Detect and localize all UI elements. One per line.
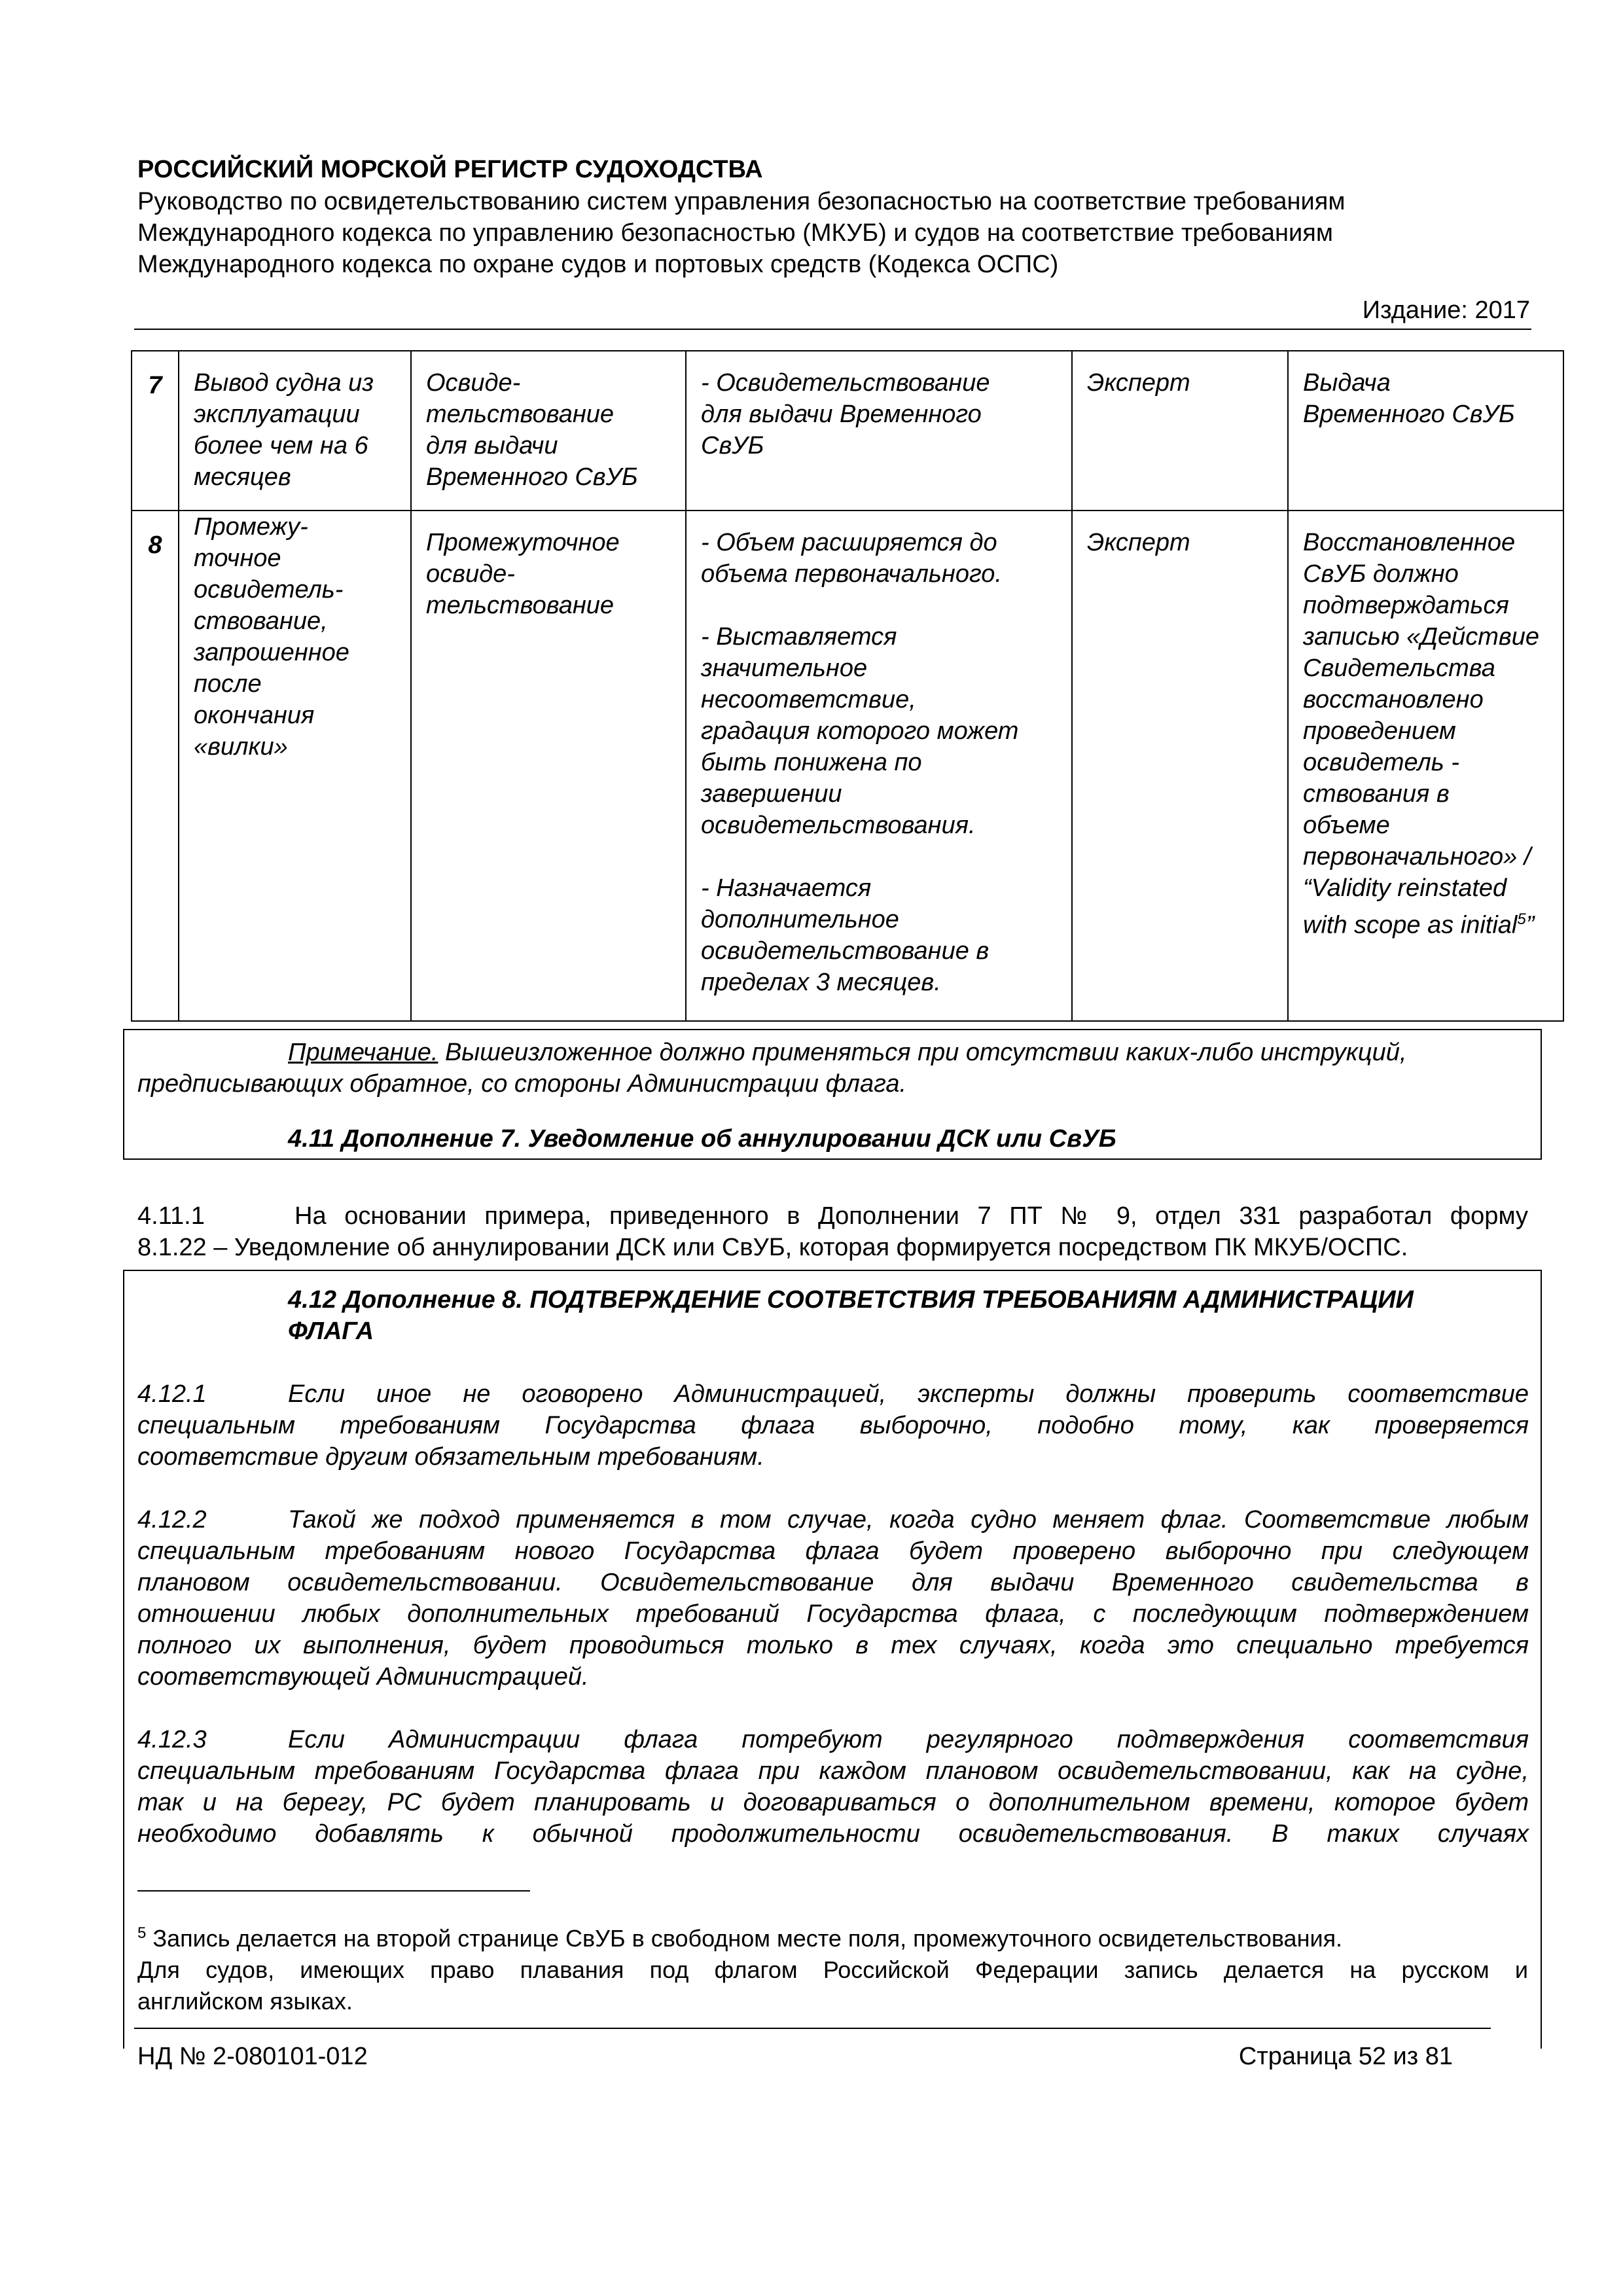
- reason-cell: [179, 351, 411, 511]
- text-line: для выдачи: [426, 432, 558, 459]
- text-line: Эксперт: [1087, 529, 1190, 556]
- guide-title-line-3: Международного кодекса по охране судов и портовых средств (Кодекса ОСПС): [137, 251, 1059, 278]
- action-nonconformity-raised: [701, 621, 1060, 841]
- text-line: Освиде-: [426, 369, 521, 397]
- text-line: - Выставляется: [701, 623, 897, 651]
- survey-type-cell: [411, 511, 686, 1021]
- action-additional-survey: [701, 872, 1060, 998]
- text-line: пределах 3 месяцев.: [701, 969, 941, 996]
- survey-type-cell: [411, 351, 686, 511]
- text-line: ствования в: [1303, 780, 1450, 808]
- text-line: запрошенное: [194, 639, 349, 666]
- text-line: быть понижена по: [701, 749, 922, 776]
- section-4-11-heading: 4.11 Дополнение 7. Уведомление об аннулировании ДСК или СвУБ: [288, 1125, 1116, 1153]
- footnote-mark: 5: [137, 1924, 147, 1942]
- text-line: проведением: [1303, 717, 1456, 745]
- note-line-2: предписывающих обратное, со стороны Администрации флага.: [137, 1070, 907, 1098]
- actions-cell: [686, 511, 1072, 1021]
- text-line: Промежу-: [194, 513, 308, 541]
- text-line: восстановлено: [1303, 686, 1484, 713]
- text-line: объеме: [1303, 812, 1390, 839]
- text-line: Временного СвУБ: [426, 463, 638, 491]
- section-4-12-heading-line-1: 4.12 Дополнение 8. ПОДТВЕРЖДЕНИЕ СООТВЕТСТВИЯ ТРЕБОВАНИЯМ АДМИНИСТРАЦИИ: [288, 1286, 1414, 1314]
- text-line: значительное: [701, 655, 868, 682]
- text-line: для выдачи Временного: [701, 401, 982, 428]
- performer-cell: [1072, 511, 1288, 1021]
- text-line: освидетель-: [194, 576, 344, 603]
- text-line: объема первоначального.: [701, 560, 1002, 588]
- text-line: градация которого может: [701, 717, 1019, 745]
- text-line: - Назначается: [701, 874, 872, 902]
- text-line: «вилки»: [194, 733, 288, 761]
- guide-title-line-2: Международного кодекса по управлению безопасностью (МКУБ) и судов на соответствие требованиям: [137, 219, 1333, 247]
- text-line: эксплуатации: [194, 401, 360, 428]
- text-line: тельствование: [426, 401, 615, 428]
- action-scope-extended: [701, 527, 1060, 590]
- para-4-12-2: 4.12.2 Такой же подход применяется в том случае, когда судно меняет флаг. Соответствие любым специальным требованиям нового Государства флага будет проверено выборочно при следующем плановом освидетельствовании. Освидетельствование для выдачи Временного свидетельства в отношении любых дополнительных требований Государства флага, с последующим подтверждением полного их выполнения, будет проводиться только в тех случаях, когда это специально требуется соответствующей Администрацией.: [137, 1506, 1529, 1691]
- edition-label: Издание: 2017: [1362, 296, 1530, 324]
- table-row: [132, 511, 1563, 1021]
- text-line: Временного СвУБ: [1303, 401, 1515, 428]
- text-line: освиде-: [426, 560, 515, 588]
- result-text: [1303, 527, 1551, 904]
- row-number: 8: [132, 511, 179, 1021]
- para-number: 4.11.1: [137, 1202, 205, 1230]
- text-line: дополнительное: [701, 906, 899, 933]
- guide-title-line-1: Руководство по освидетельствованию систем управления безопасностью на соответствие требованиям: [137, 188, 1346, 215]
- text-line: Свидетельства: [1303, 655, 1495, 682]
- footnote-5: $^5$ Запись делается на второй странице СвУБ в свободном месте поля, промежуточного освидетельствования. Для судов, имеющих право плавания под флагом Российской Федерации запись делается на русском и английском языках.: [137, 1924, 1528, 2015]
- reason-cell: [179, 511, 411, 1021]
- result-cell: [1288, 351, 1563, 511]
- text-line: - Освидетельствование: [701, 369, 990, 397]
- text-line: Эксперт: [1087, 369, 1190, 397]
- text-line: окончания: [194, 702, 315, 729]
- text-line: “Validity reinstated: [1303, 874, 1507, 902]
- result-last-line: with scope as initial$^5$”: [1303, 910, 1535, 939]
- text-line: тельствование: [426, 592, 615, 619]
- text-line: освидетель -: [1303, 749, 1459, 776]
- text-line: месяцев: [194, 463, 291, 491]
- page-number: Страница 52 из 81: [1238, 2043, 1453, 2070]
- text-line: записью «Действие: [1303, 623, 1540, 651]
- text-line: СвУБ: [701, 432, 764, 459]
- survey-table: [131, 350, 1564, 1022]
- note-line-1: Примечание. Вышеизложенное должно применяться при отсутствии каких-либо инструкций,: [288, 1039, 1407, 1066]
- table-row: [132, 351, 1563, 511]
- header-divider: [134, 329, 1531, 330]
- section-4-12-heading-line-2: ФЛАГА: [288, 1318, 374, 1345]
- text-line: - Объем расширяется до: [701, 529, 997, 556]
- text-line: точное: [194, 545, 281, 572]
- registry-name: РОССИЙСКИЙ МОРСКОЙ РЕГИСТР СУДОХОДСТВА: [137, 156, 763, 183]
- para-4-12-1: 4.12.1 Если иное не оговорено Администрацией, эксперты должны проверить соответствие специальным требованиям Государства флага выборочно, подобно тому, как проверяется соответствие другим обязательным требованиям.: [137, 1380, 1529, 1471]
- footnote-divider: [137, 1890, 530, 1892]
- text-line: освидетельствование в: [701, 937, 990, 965]
- text-line: подтверждаться: [1303, 592, 1509, 619]
- text-line: первоначального» /: [1303, 843, 1531, 870]
- para-4-11-1: 4.11.1 На основании примера, приведенного в Дополнении 7 ПТ № 9, отдел 331 разработал форму 8.1.22 – Уведомление об аннулировании ДСК или СвУБ, которая формируется посредством ПК МКУБ/ОСПС.: [137, 1200, 1528, 1263]
- text-line: Выдача: [1303, 369, 1391, 397]
- text-line: Восстановленное: [1303, 529, 1516, 556]
- text-line: более чем на 6: [194, 432, 368, 459]
- result-cell: [1288, 511, 1563, 1021]
- footer-divider: [134, 2028, 1491, 2029]
- actions-cell: [686, 351, 1072, 511]
- text-line: освидетельствования.: [701, 812, 976, 839]
- text-line: после: [194, 670, 262, 698]
- text-line: Вывод судна из: [194, 369, 374, 397]
- note-box: [123, 1029, 1542, 1160]
- text-line: Промежуточное: [426, 529, 620, 556]
- performer-cell: [1072, 351, 1288, 511]
- para-4-12-3: 4.12.3 Если Администрации флага потребуют регулярного подтверждения соответствия специальным требованиям Государства флага при каждом плановом освидетельствовании, как на судне, так и на берегу, РС будет планировать и договариваться о дополнительном времени, которое будет необходимо добавлять к обычной продолжительности освидетельствования. В таких случаях: [137, 1726, 1529, 1848]
- row-number: 7: [132, 351, 179, 511]
- text-line: ствование,: [194, 607, 328, 635]
- footnote-ref: 5: [1517, 910, 1526, 928]
- text-line: несоответствие,: [701, 686, 916, 713]
- document-number: НД № 2-080101-012: [137, 2043, 368, 2070]
- text-line: СвУБ должно: [1303, 560, 1459, 588]
- text-line: завершении: [701, 780, 842, 808]
